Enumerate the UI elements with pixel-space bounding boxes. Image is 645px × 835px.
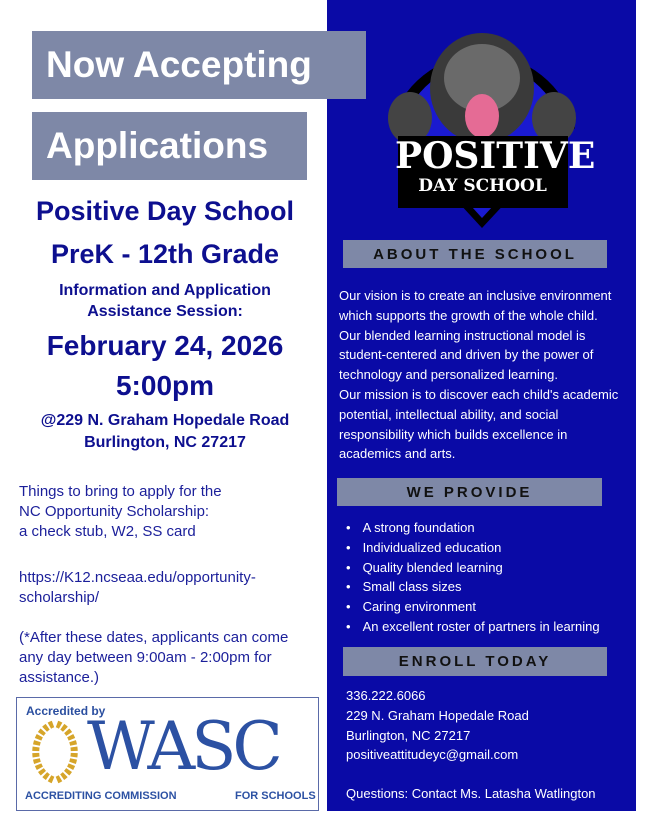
event-date: February 24, 2026: [46, 330, 284, 361]
now-accepting-banner: Now Accepting: [32, 31, 366, 99]
text-line: any day between 9:00am - 2:00pm for: [19, 649, 272, 666]
we-provide-header: WE PROVIDE: [337, 478, 602, 506]
logo-day-school-text: DAY SCHOOL: [418, 176, 547, 196]
wasc-accreditation-logo: [16, 697, 319, 811]
provide-item: • Individualized education: [339, 538, 629, 558]
text-line: NC Opportunity Scholarship:: [19, 503, 210, 520]
text-line: assistance.): [19, 669, 100, 686]
logo-positive-text: POSITIVE: [395, 135, 596, 177]
text-line: (*After these dates, applicants can come: [19, 629, 289, 646]
enroll-header: ENROLL TODAY: [343, 647, 607, 676]
provide-item: • An excellent roster of partners in learning: [339, 617, 629, 637]
address-line: Burlington, NC 27217: [84, 434, 246, 451]
scholarship-link[interactable]: [19, 568, 324, 608]
about-header: ABOUT THE SCHOOL: [343, 240, 607, 268]
about-line: Our blended learning instructional model is: [339, 327, 586, 343]
provide-list: [339, 518, 629, 637]
for-schools-label: FOR SCHOOLS: [235, 790, 316, 802]
provide-item: • Quality blended learning: [339, 558, 629, 578]
address-line: @229 N. Graham Hopedale Road: [40, 412, 290, 429]
things-to-bring: [19, 482, 324, 542]
applications-banner: Applications: [32, 112, 307, 180]
address-line: 229 N. Graham Hopedale Road: [346, 707, 529, 723]
about-line: Our mission is to discover each child's academic: [339, 386, 619, 402]
link-line[interactable]: scholarship/: [19, 589, 100, 606]
about-line: Our vision is to create an inclusive environment: [339, 288, 612, 303]
about-line: responsibility which builds excellence in: [339, 426, 568, 442]
provide-item: • A strong foundation: [339, 518, 629, 538]
about-line: technology and personalized learning.: [339, 367, 558, 383]
event-address: [0, 410, 330, 454]
accredited-by-label: Accredited by: [26, 704, 106, 718]
text-line: Things to bring to apply for the: [19, 483, 222, 500]
session-line: Assistance Session:: [87, 303, 243, 320]
provide-item: • Small class sizes: [339, 577, 629, 597]
event-time: 5:00pm: [115, 370, 215, 401]
questions-contact: Questions: Contact Ms. Latasha Watlington: [346, 786, 596, 802]
after-dates-note: [19, 628, 324, 688]
provide-item: • Caring environment: [339, 597, 629, 617]
panther-logo: [370, 18, 595, 233]
about-line: student-centered and driven by the power of: [339, 347, 594, 363]
session-line: Information and Application: [59, 282, 271, 299]
email-link[interactable]: positiveattitudeyc@gmail.com: [346, 747, 519, 763]
grades: PreK - 12th Grade: [50, 239, 280, 269]
school-name: Positive Day School: [35, 196, 295, 226]
about-text: [339, 286, 629, 464]
accrediting-commission-label: ACCREDITING COMMISSION: [25, 790, 177, 802]
address-line: Burlington, NC 27217: [346, 727, 471, 743]
contact-info: [346, 686, 636, 804]
about-line: which supports the growth of the whole child.: [339, 307, 598, 323]
panther-mascot-icon: [370, 18, 595, 233]
laurel-wreath-icon: [25, 720, 85, 786]
session-title: [0, 280, 330, 322]
link-line[interactable]: https://K12.ncseaa.edu/opportunity-: [19, 569, 256, 586]
phone-number[interactable]: 336.222.6066: [346, 688, 426, 703]
about-line: academics and arts.: [339, 446, 456, 462]
text-line: a check stub, W2, SS card: [19, 523, 196, 540]
about-line: potential, intellectual ability, and social: [339, 406, 559, 422]
wasc-wordmark: WASC: [87, 708, 279, 785]
